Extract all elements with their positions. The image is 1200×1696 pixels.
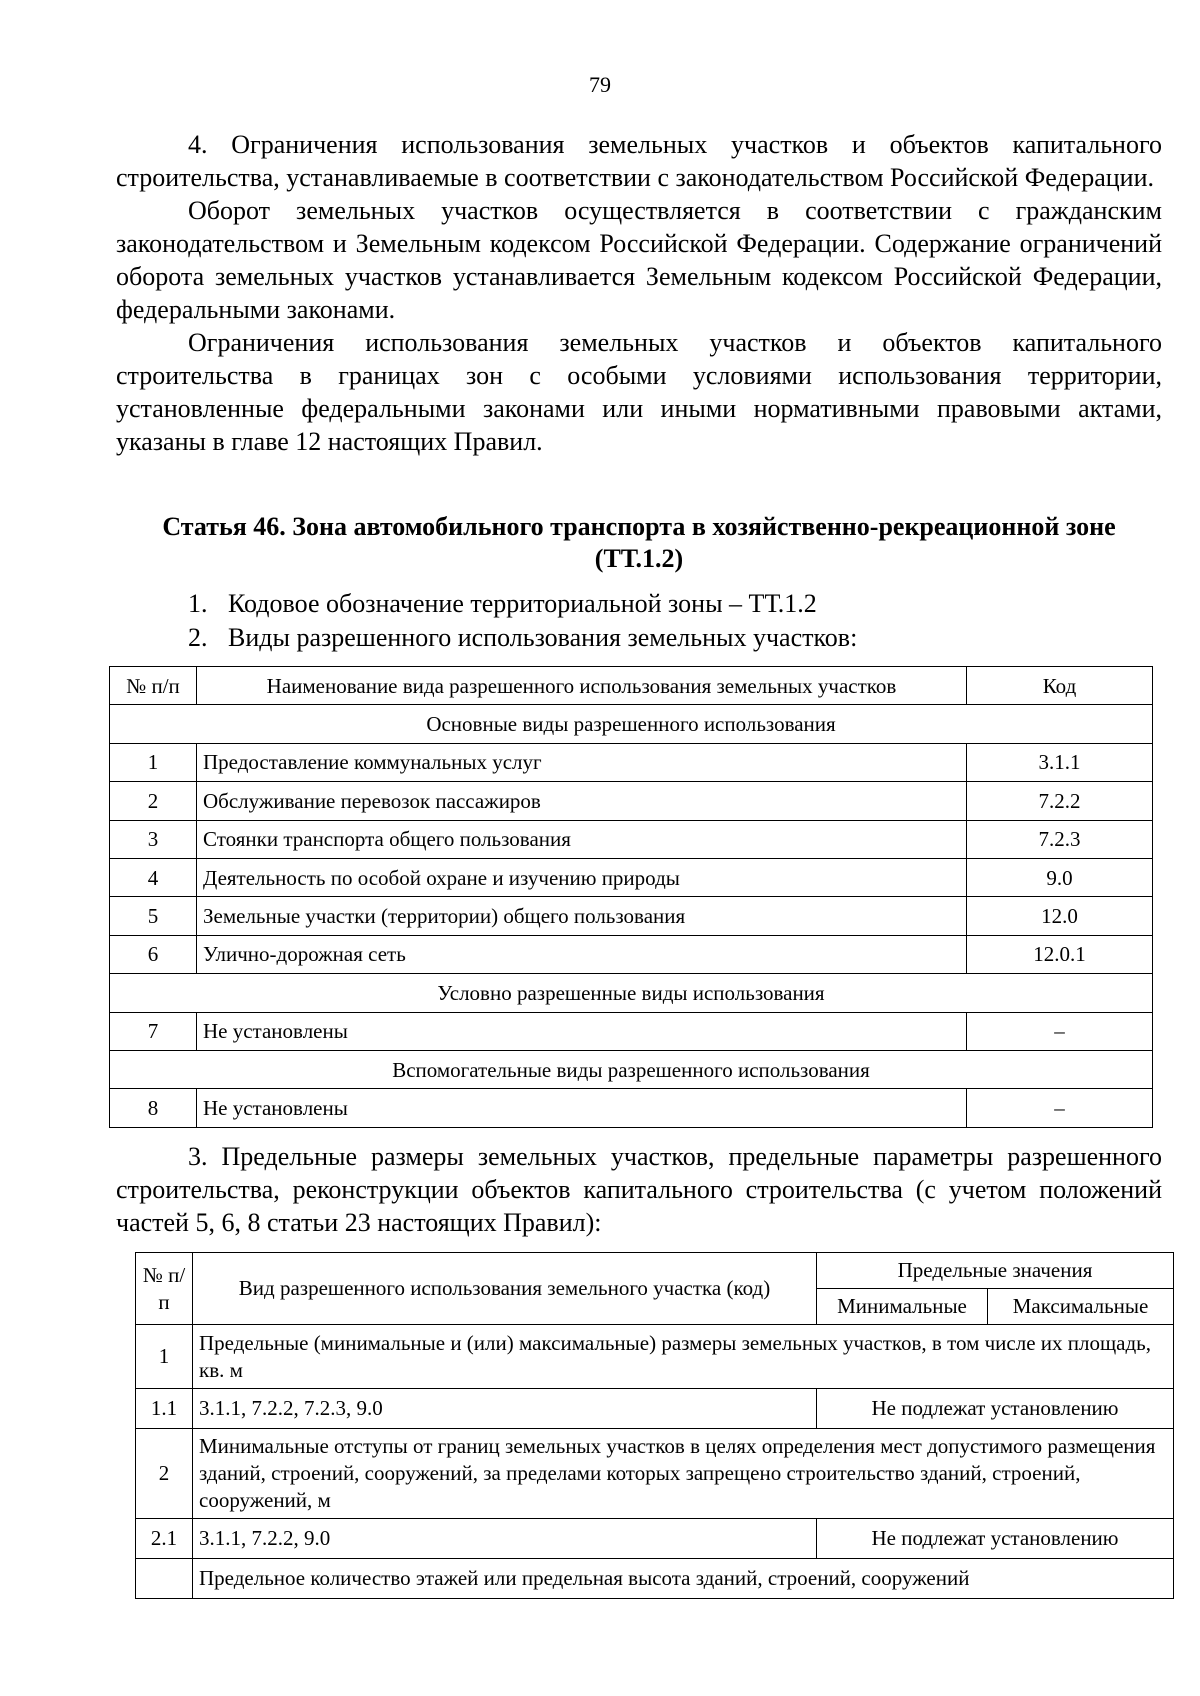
row-no: 2: [136, 1429, 193, 1519]
header-use-name: Наименование вида разрешенного использования земельных участков: [197, 667, 967, 705]
row-name: Не установлены: [197, 1089, 967, 1127]
table-row: [136, 1325, 1174, 1389]
row-code: 7.2.2: [967, 782, 1153, 820]
header-min: Минимальные: [817, 1289, 988, 1325]
table-row: [110, 897, 1153, 935]
paragraph-special-zones: Ограничения использования земельных участков и объектов капитального строительства в границах зон с особыми условиями использования территории, установленные федеральными законами или иными нормативными правовыми актами, указаны в главе 12 настоящих Правил.: [116, 328, 1162, 456]
row-code: –: [967, 1089, 1153, 1127]
row-code: 7.2.3: [967, 820, 1153, 858]
table-row: [110, 858, 1153, 896]
article-title: Статья 46. Зона автомобильного транспорта в хозяйственно-рекреационной зоне (ТТ.1.2): [162, 512, 1116, 573]
list-number: 1.: [188, 589, 208, 618]
header-no: № п/п: [136, 1253, 193, 1325]
list-item-permitted-uses: [188, 622, 1148, 654]
row-no: 1: [136, 1325, 193, 1389]
row-text: Предельные (минимальные и (или) максимальные) размеры земельных участков, в том числе их площадь, кв. м: [193, 1325, 1174, 1389]
paragraph-land-turnover: Оборот земельных участков осуществляется в соответствии с гражданским законодательством и Земельным кодексом Российской Федерации. Содержание ограничений оборота земельных участков устанавливается Земельным кодексом Российской Федерации, федеральными законами.: [116, 196, 1162, 324]
row-no: 5: [110, 897, 197, 935]
row-no: 7: [110, 1012, 197, 1050]
section-conditional-uses: Условно разрешенные виды использования: [110, 974, 1153, 1012]
row-text: Предельное количество этажей или предельная высота зданий, строений, сооружений: [193, 1559, 1174, 1599]
header-max: Максимальные: [988, 1289, 1174, 1325]
row-no: 8: [110, 1089, 197, 1127]
row-no: 2: [110, 782, 197, 820]
row-name: Земельные участки (территории) общего пользования: [197, 897, 967, 935]
row-name: Не установлены: [197, 1012, 967, 1050]
table-row: [110, 1089, 1153, 1127]
row-no: 1: [110, 743, 197, 781]
row-value: Не подлежат установлению: [817, 1519, 1174, 1559]
row-name: Деятельность по особой охране и изучению природы: [197, 858, 967, 896]
section-row: [110, 705, 1153, 743]
list-text: Кодовое обозначение территориальной зоны – ТТ.1.2: [228, 589, 817, 618]
table-row: [136, 1389, 1174, 1429]
row-code: 9.0: [967, 858, 1153, 896]
table-row: [110, 1012, 1153, 1050]
paragraph-restrictions-law: 4. Ограничения использования земельных участков и объектов капитального строительства, устанавливаемые в соответствии с законодательством Российской Федерации.: [116, 130, 1162, 192]
row-no: 2.1: [136, 1519, 193, 1559]
header-limit-values: Предельные значения: [817, 1253, 1174, 1289]
section-row: [110, 974, 1153, 1012]
intro-text: [116, 128, 1162, 458]
list-number: 2.: [188, 623, 208, 652]
limits-intro: [116, 1140, 1162, 1239]
row-value: Не подлежат установлению: [817, 1389, 1174, 1429]
limits-table: [135, 1252, 1174, 1599]
row-name: Предоставление коммунальных услуг: [197, 743, 967, 781]
section-auxiliary-uses: Вспомогательные виды разрешенного использования: [110, 1050, 1153, 1088]
row-no: 3: [110, 820, 197, 858]
row-no: 6: [110, 935, 197, 973]
header-no: № п/п: [110, 667, 197, 705]
table-header-row: [110, 667, 1153, 705]
table-row: [110, 820, 1153, 858]
row-code: 3.1.1: [967, 743, 1153, 781]
row-name: Обслуживание перевозок пассажиров: [197, 782, 967, 820]
row-text: Минимальные отступы от границ земельных участков в целях определения мест допустимого размещения зданий, строений, сооружений, за пределами которых запрещено строительство зданий, строений, сооружений, м: [193, 1429, 1174, 1519]
section-main-uses: Основные виды разрешенного использования: [110, 705, 1153, 743]
table-row: [110, 935, 1153, 973]
row-name: Улично-дорожная сеть: [197, 935, 967, 973]
page-number: 79: [589, 72, 611, 97]
list-text: Виды разрешенного использования земельных участков:: [228, 623, 858, 652]
table-row: [110, 782, 1153, 820]
header-use-kind: Вид разрешенного использования земельного участка (код): [193, 1253, 817, 1325]
section-row: [110, 1050, 1153, 1088]
row-code: 12.0.1: [967, 935, 1153, 973]
row-no: [136, 1559, 193, 1599]
row-name: Стоянки транспорта общего пользования: [197, 820, 967, 858]
permitted-uses-table: [109, 666, 1153, 1128]
header-code: Код: [967, 667, 1153, 705]
table-header-row: [136, 1253, 1174, 1289]
row-codes: 3.1.1, 7.2.2, 9.0: [193, 1519, 817, 1559]
paragraph-limits: 3. Предельные размеры земельных участков, предельные параметры разрешенного строительства, реконструкции объектов капитального строительства (с учетом положений частей 5, 6, 8 статьи 23 настоящих Правил):: [116, 1142, 1162, 1237]
row-no: 4: [110, 858, 197, 896]
row-no: 1.1: [136, 1389, 193, 1429]
list-item-zone-code: [188, 588, 1148, 620]
table-row: [136, 1429, 1174, 1519]
table-row: [110, 743, 1153, 781]
table-row: [136, 1519, 1174, 1559]
row-codes: 3.1.1, 7.2.2, 7.2.3, 9.0: [193, 1389, 817, 1429]
row-code: –: [967, 1012, 1153, 1050]
row-code: 12.0: [967, 897, 1153, 935]
table-row: [136, 1559, 1174, 1599]
